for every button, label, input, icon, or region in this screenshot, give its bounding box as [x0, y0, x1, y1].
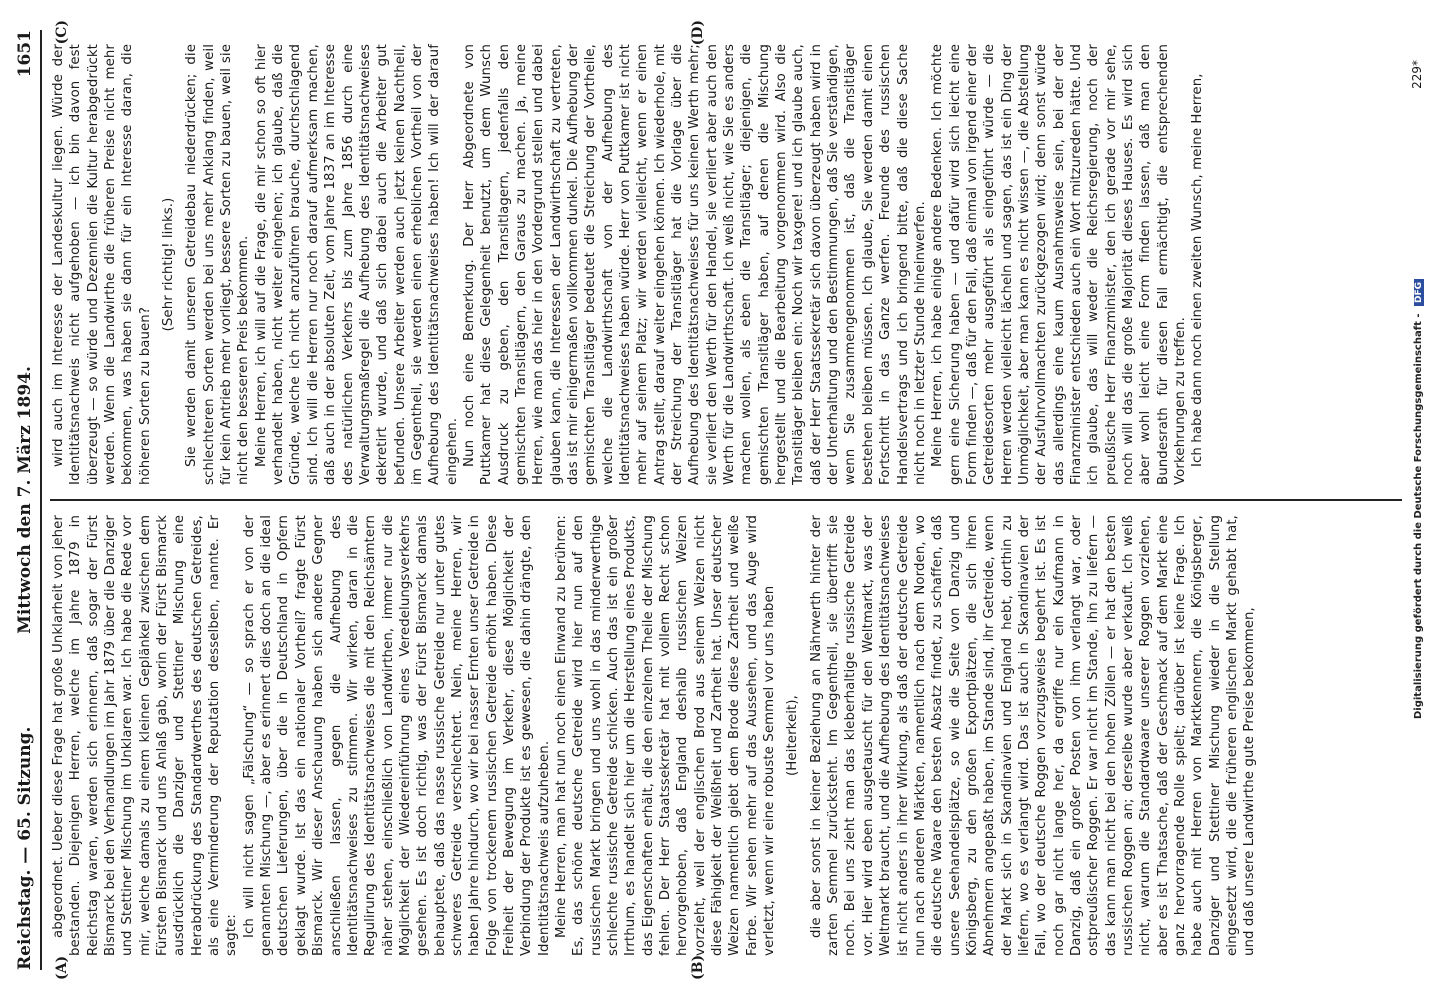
- digitization-credit: [1413, 0, 1431, 999]
- running-header: [10, 30, 42, 970]
- right-column-text: [50, 44, 1207, 485]
- paragraph: die aber sonst in keiner Beziehung an Nährwerth hinter der zarten Semmel zurücksteht. Im Gegentheil, sie übertrifft sie noch. Bei uns zieht man das kleberhaltige russische Getreide vor. Hier wird eben ausgetauscht für den Weltmarkt, was der Weltmarkt braucht, und die Aufhebung des Identitätsnachweises ist nicht anders in ihrer Wirkung, als daß der deutsche Getreide nun nach anderen Märkten, namentlich nach dem Norden, wo die deutsche Waare den besten Absatz findet, zu schaffen, daß unsere Seehandelsplätze, so wie die Seite von Danzig und Königsberg, zu den großen Exportplätzen, die sich ihren Abnehmern angepaßt haben, im Stande sind, ihr Getreide, wenn der Markt sich in Skandinavien und England hebt, dorthin zu liefern, wo es verlangt wird. Das ist auch in Skandinavien der Fall, wo der deutsche Roggen vorzugsweise begehrt ist. Es ist noch gar nicht lange her, da ergriffe nur ein Kaufmann in Danzig, daß ein großer Posten von ihm verlangt war, oder ostpreußischer Roggen. Er war nicht im Stande, ihn zu liefern — das kann man nicht bei den hohen Zöllen — er hat den besten russischen Roggen an; derselbe wurde aber verkauft. Ich weiß nicht, warum die Standardwaare unserer Roggen vorziehen, aber es ist Thatsache, daß der Geschmack auf dem Markt eine ganz hervorragende Rolle spielt; darüber ist keine Frage. Ich habe auch mit Herren von Marktkennern, die Königsberger, Danziger und Stettiner Mischung wieder in die Stellung eingesetzt wird, die die früheren englischen Markt gehabt hat, und daß unsere Landwirthe gute Preise bekommen,: [808, 515, 1258, 956]
- credit-text: Digitalisierung gefördert durch die Deutsche Forschungsgemeinschaft -: [1413, 313, 1424, 720]
- paragraph: abgeordnet. Ueber diese Frage hat große Unklarheit von jeher bestanden. Diejenigen Herren, welche im Jahre 1879 in Reichstag waren, werden sich erinnern, daß sogar der Fürst Bismarck bei den Verhandlungen im Jahr 1879 über die Danziger und Stettiner Mischung im Unklaren war. Ich habe die Rede vor mir, welche damals zu einem kleinen Geplänkel zwischen dem Fürsten Bismarck und uns Anlaß gab, worin der Fürst Bismarck ausdrücklich die Danziger und Stettiner Mischung eine Herabdrückung des Standardwerthes des deutschen Getreides, als eine Verminderung der Reputation desselben, nannte. Er sagte:: [51, 515, 240, 956]
- column-marker-d: (D): [690, 20, 706, 46]
- paragraph: Sie werden damit unseren Getreidebau niederdrücken; die schlechteren Sorten werden bei uns mehr Anklang finden, weil für kein Antrieb mehr vorliegt, bessere Sorten zu bauen, weil sie nicht den besseren Preis bekommen.: [184, 44, 252, 485]
- left-column-text: [50, 515, 1259, 956]
- paragraph: Nun noch eine Bemerkung. Der Herr Abgeordnete von Puttkamer hat diese Gelegenheit benutzt, um dem Wunsch Ausdruck zu geben, den Transitlagern, jedenfalls den gemischten Transitlägern, den Garaus zu machen. Ja, meine Herren, wie man das hier in den Vordergrund stellen und dabei glauben kann, die Interessen der Landwirthschaft zu vertreten, das ist mir einigermaßen vollkommen dunkel. Die Aufhebung der gemischten Transitläger bedeutet die Streichung der Vortheile, welche die Landwirthschaft von der Aufhebung des Identitätsnachweises haben würde. Herr von Puttkamer ist nicht mehr auf seinem Platz; wir werden vielleicht, wenn er einen Antrag stellt, darauf weiter eingehen können. Ich wiederhole, mit der Streichung der Transitläger hat die Vorlage über die Aufhebung des Identitätsnachweises für uns keinen Werth mehr; sie verliert den Werth für den Handel, sie verliert aber auch den Werth für die Landwirthschaft. Ich weiß nicht, wie Sie es anders machen wollen, als eben die Transitläger; diejenigen, die gemischten Transitläger haben, auf denen die Mischung hergestellt und die Bearbeitung vorgenommen wird. Also die Transitläger bleiben ein: Noch wir taxgere! und ich glaube auch, daß der Herr Staatssekretär sich davon überzeugt haben wird in der Unterhaltung und den Bestimmungen, daß Sie verständigen, wenn Sie zusammengenommen ist, daß die Transitläger bestehen bleiben müssen. Ich glaube, Sie werden damit einen Fortschritt in das Ganze werfen. Freunde des russischen Handelsvertrags und ich bringend bitte, daß die diese Sache nicht noch in letzter Stunde hineinwerfen.: [461, 44, 928, 485]
- header-left: Reichstag. — 65. Sitzung.: [15, 726, 35, 970]
- dfg-logo: DFG: [1414, 279, 1424, 306]
- digitization-sidebar: [1412, 0, 1432, 1000]
- signature-mark: 229*: [1410, 60, 1424, 89]
- text-columns: [50, 20, 1402, 980]
- paragraph: Meine Herren, man hat nun noch einen Einwand zu berühren: Es, das schöne deutsche Getreide wird hier nun auf den russischen Markt bringen und uns wohl in das minderwerthige schlechte russische Getreide schicken. Auch das ist ein großer Irrthum, es handelt sich hier um die Herstellung eines Produkts, das Eigenschaften erhält, die den einzelnen Theile der Mischung fehlen. Der Herr Staatssekretär hat mit vollem Recht schon hervorgehoben, daß England deshalb russischen Weizen vorzieht, weil der englischen Brod aus seinem Weizen nicht diese Fähigkeit der Weißheit und Zartheit hat. Unser deutscher Weizen namentlich giebt dem Brode diese Zartheit und weiße Farbe. Wir sehen mehr auf das Aussehen, und das Auge wird verletzt, wenn wir eine robuste Semmel vor uns haben: [553, 515, 778, 956]
- paragraph: Ich habe dann noch einen zweiten Wunsch, meine Herren,: [1190, 73, 1206, 467]
- header-date: Mittwoch den 7. März 1894.: [15, 366, 35, 634]
- paragraph: Ich will nicht sagen „Fälschung“ — so sprach er von der genannten Mischung —, aber es erinnert dies doch an die ideal deutschen Lieferungen, über die in Deutschland in Opfern geklagt wurde. Ist das ein nationaler Vortheil? fragte Fürst Bismarck. Wir dieser Anschauung haben sich andere Gegner anschließen lassen, gegen die Aufhebung des Identitätsnachweises zu stimmen. Wir wirken, daran in die Regulirung des Identitätsnachweises die mit den Reichsämtern näher stehen, einschließlich von Landwirthen, immer nur die Möglichkeit der Wiedereinführung eines Veredelungsverkehrs gesehen. Es ist doch richtig, was der Fürst Bismarck damals behauptete, daß das nasse russische Getreide nur unter gutes schweres Getreide verschlechtert. Nein, meine Herren, wir haben Jahre hindurch, wo wir bei nasser Ernten unser Getreide in Folge von trockenem russischen Getreide erhöht haben. Diese Freiheit der Bewegung im Verkehr, diese Möglichkeit der Verbindung der Produkte ist es gewesen, die dahin drängte, den Identitätsnachweis aufzuheben.: [241, 515, 552, 956]
- paragraph: wird auch im Interesse der Landeskultur liegen. Würde der Identitätsnachweis nicht aufgehoben — ich bin davon fest überzeugt — so würde und Dezennien die Kultur herabgedrückt werden. Wenn die Landwirthe die früheren Preise nicht mehr bekommen, was haben sie dann für ein Interesse daran, die höheren Sorten zu bauen?: [51, 44, 153, 485]
- paragraph: Meine Herren, ich will auf die Frage, die mir schon so oft hier verhandelt haben, nicht weiter eingehen; ich glaube, daß die Gründe, welche ich nicht anzuführen brauche, durchschlagend sind. Ich will die Herren nur noch darauf aufmerksam machen, daß auch in der absoluten Zeit, vom Jahre 1837 an im Interesse des natürlichen Verkehrs bis zum Jahre 1856 durch eine Verwaltungsmaßregel die Aufhebung des Identitätsnachweises dekretirt wurde, und daß sich dabei auch die Arbeiter gut befunden. Unsere Arbeiter werden auch jetzt keinen Nachtheil, im Gegentheil, sie werden einen erheblichen Vortheil von der Aufhebung des Identitätsnachweises haben! Ich will der darauf eingehen.: [253, 44, 460, 485]
- column-marker-b: (B): [690, 954, 706, 980]
- right-column: [50, 20, 1402, 501]
- left-column: [50, 501, 1402, 980]
- interjection: (Heiterkeit),: [785, 695, 801, 776]
- page-number: 1651: [15, 30, 35, 78]
- interjection: (Sehr richtig! links.): [161, 197, 177, 332]
- column-marker-a: (A): [54, 955, 70, 980]
- paragraph: Meine Herren, ich habe einige andere Bedenken. Ich möchte gern eine Sicherung haben — und dafür wird sich leicht eine Form finden —, daß für den Fall, daß einmal von irgend einer der Getreidesorten mehr ausgeführt als eingeführt würde — die Herren werden vielleicht lächeln und sagen, das ist ein Ding der Unmöglichkeit, aber man kann es nicht wissen —, die Abstellung der Ausfuhrvollmachten zurückgezogen wird; denn sonst würde das allerdings eine kaum Ausnahmsweise sein, bei der der Finanzminister entschieden auch ein Wort mitzureden hätte. Und ich glaube, das will weder die Reichsregierung, noch der preußische Herr Finanzminister, den ich gerade vor mir sehe, noch will das die große Majorität dieses Hauses. Es wird sich aber wohl leicht eine Form finden lassen, daß man den Bundesrath für diesen Fall ermächtigt, die entsprechenden Vorkehrungen zu treffen.: [930, 44, 1188, 485]
- column-marker-c: (C): [54, 20, 70, 45]
